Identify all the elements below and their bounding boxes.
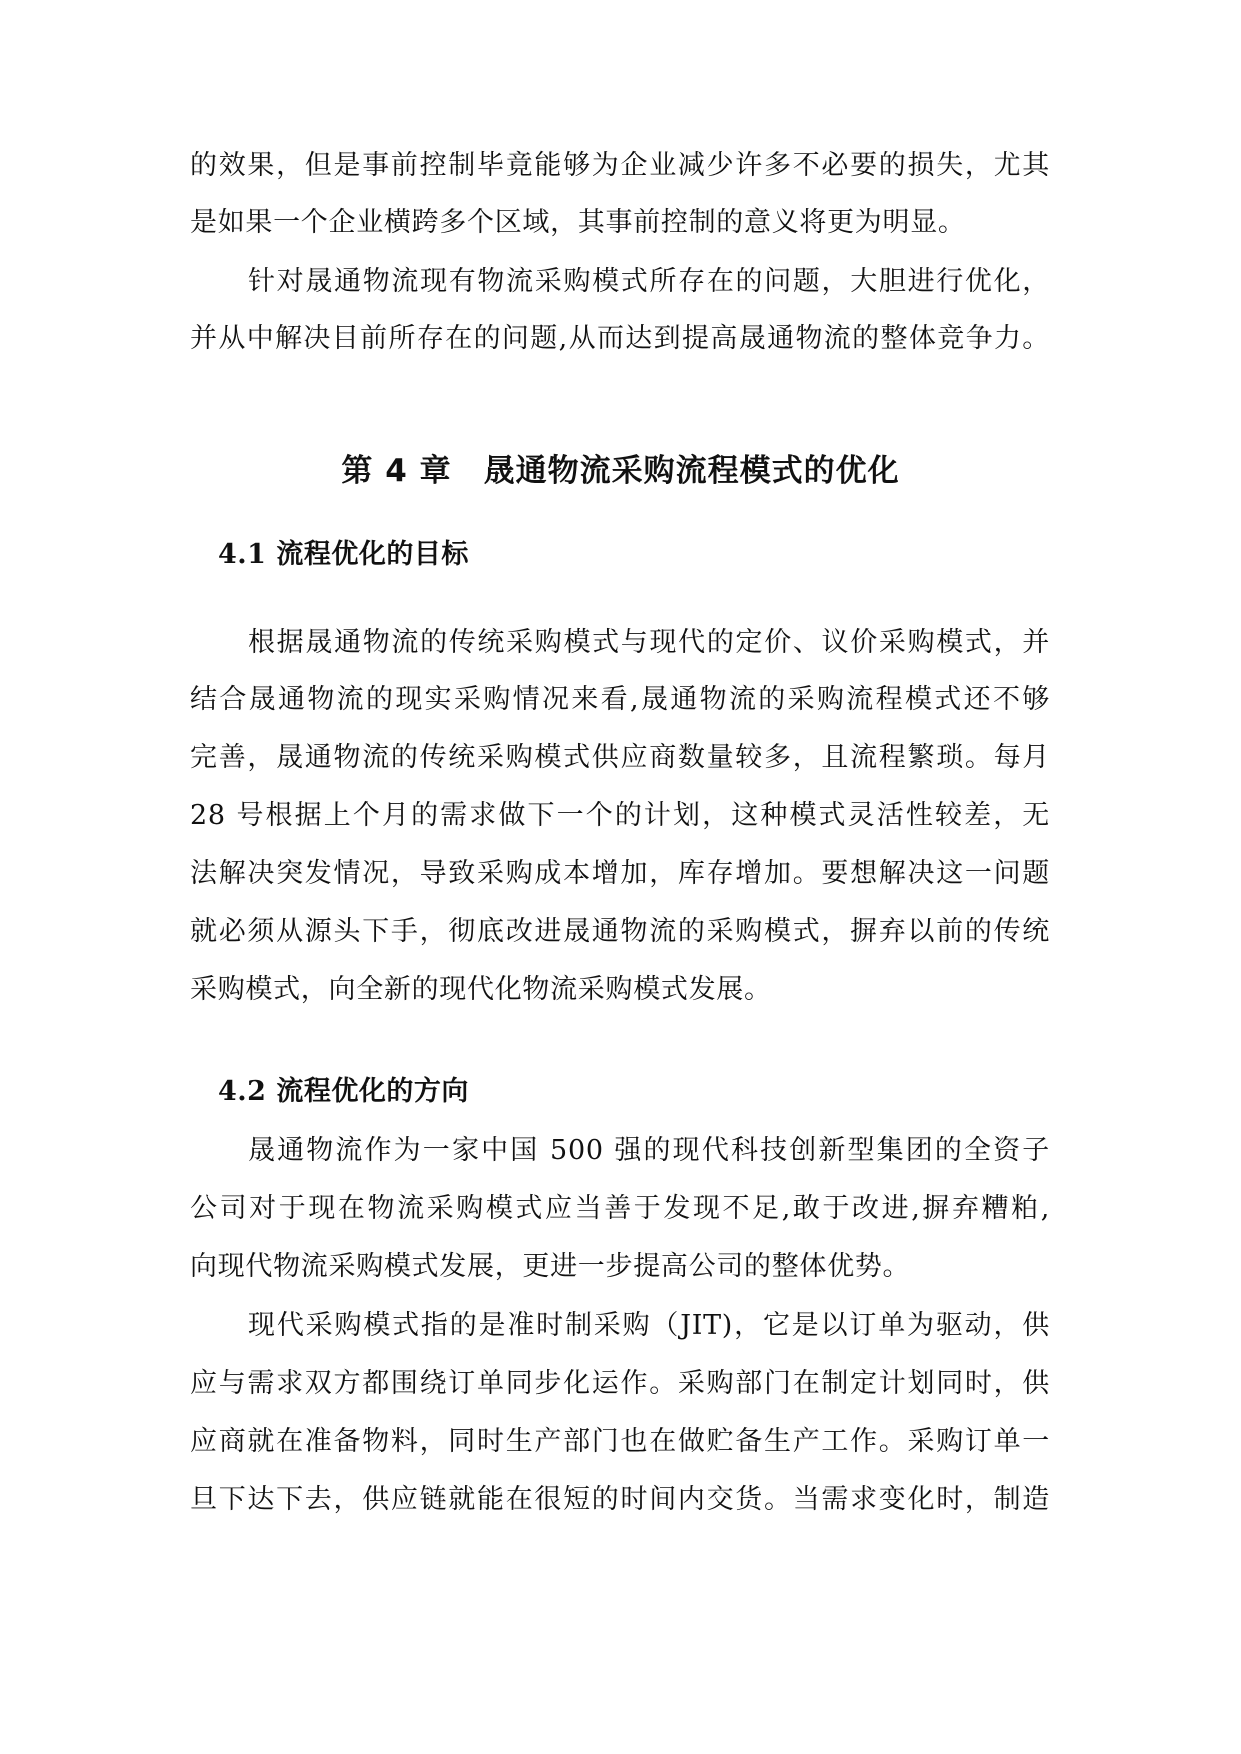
intro-line-1: 的效果，但是事前控制毕竟能够为企业减少许多不必要的损失，尤其 (190, 150, 1050, 181)
section-4-1-line-5: 法解决突发情况，导致采购成本增加，库存增加。要想解决这一问题 (190, 858, 1050, 889)
section-4-1-line-7: 采购模式，向全新的现代化物流采购模式发展。 (190, 974, 772, 1005)
section-4-1-heading: 4.1 流程优化的目标 (218, 539, 469, 570)
section-4-1-line-3: 完善，晟通物流的传统采购模式供应商数量较多，且流程繁琐。每月 (190, 742, 1050, 773)
section-4-2-heading: 4.2 流程优化的方向 (218, 1076, 469, 1107)
section-4-2-line-2: 公司对于现在物流采购模式应当善于发现不足,敢于改进,摒弃糟粕, (190, 1193, 1050, 1224)
section-4-2-line-1: 晟通物流作为一家中国 500 强的现代科技创新型集团的全资子 (248, 1135, 1050, 1166)
section-4-1-line-4: 28 号根据上个月的需求做下一个的计划，这种模式灵活性较差，无 (190, 800, 1050, 831)
section-4-2-line-3: 向现代物流采购模式发展，更进一步提高公司的整体优势。 (190, 1251, 911, 1282)
section-4-2-line-5: 应与需求双方都围绕订单同步化运作。采购部门在制定计划同时，供 (190, 1368, 1050, 1399)
section-4-1-line-2: 结合晟通物流的现实采购情况来看,晟通物流的采购流程模式还不够 (190, 684, 1050, 715)
intro-line-3: 针对晟通物流现有物流采购模式所存在的问题，大胆进行优化， (248, 266, 1050, 297)
intro-line-4: 并从中解决目前所存在的问题,从而达到提高晟通物流的整体竞争力。 (190, 323, 1050, 354)
intro-line-2: 是如果一个企业横跨多个区域，其事前控制的意义将更为明显。 (190, 207, 966, 238)
section-4-1-line-6: 就必须从源头下手，彻底改进晟通物流的采购模式，摒弃以前的传统 (190, 916, 1050, 947)
section-4-2-line-7: 旦下达下去，供应链就能在很短的时间内交货。当需求变化时，制造 (190, 1484, 1050, 1515)
chapter-title: 第 4 章 晟通物流采购流程模式的优化 (341, 453, 900, 489)
section-4-2-line-4: 现代采购模式指的是准时制采购（JIT)，它是以订单为驱动，供 (248, 1310, 1050, 1341)
section-4-2-line-6: 应商就在准备物料，同时生产部门也在做贮备生产工作。采购订单一 (190, 1426, 1050, 1457)
section-4-1-line-1: 根据晟通物流的传统采购模式与现代的定价、议价采购模式，并 (248, 627, 1050, 658)
